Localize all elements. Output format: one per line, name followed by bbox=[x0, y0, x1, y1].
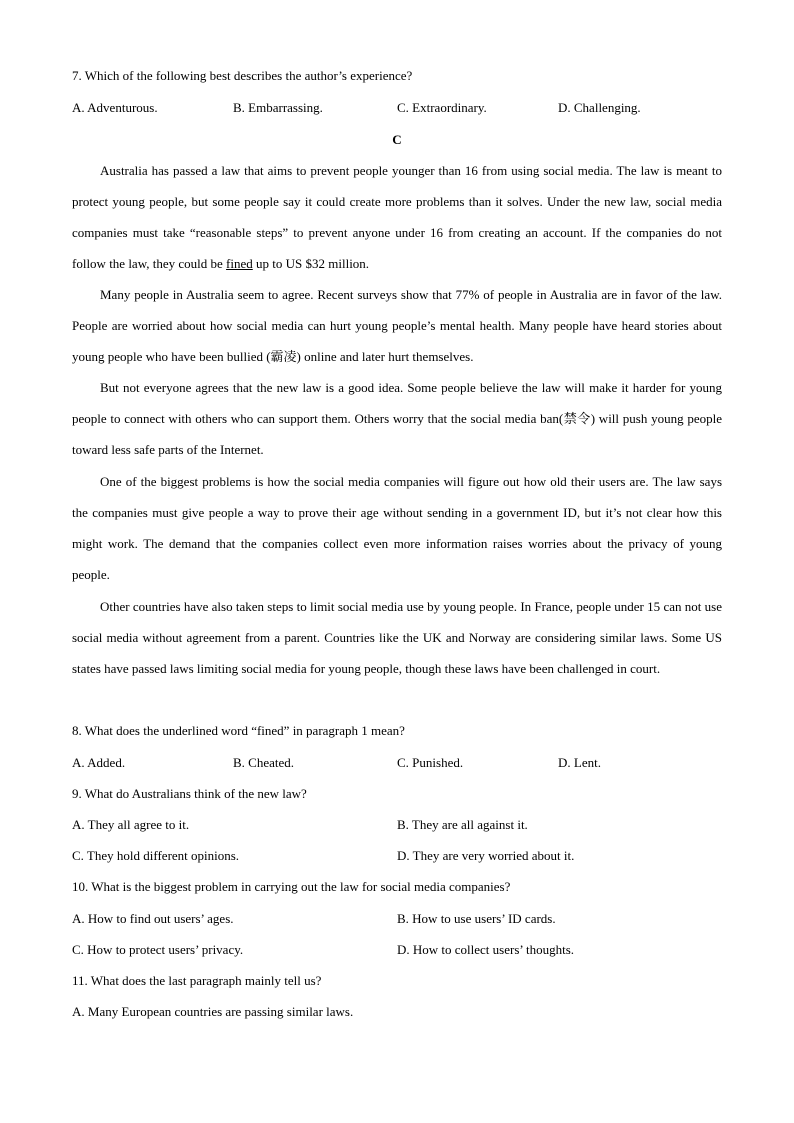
q7-option-b: B. Embarrassing. bbox=[233, 100, 323, 115]
p5-text: Other countries have also taken steps to limit social media use by young people. In France, people under 15 can not use social media without agreement from a parent. Countries like the UK and Norway are considering similar laws. Some US states have passed laws limiting social media for young people, though these laws have been challenged in court. bbox=[72, 599, 722, 676]
q9-option-a: A. They all agree to it. bbox=[72, 817, 190, 832]
q10-option-a: A. How to find out users’ ages. bbox=[72, 911, 234, 926]
passage-paragraph-1 bbox=[72, 155, 722, 279]
q9-question: 9. What do Australians think of the new law? bbox=[72, 786, 307, 801]
q9-option-b: B. They are all against it. bbox=[397, 817, 528, 832]
q10-question: 10. What is the biggest problem in carrying out the law for social media companies? bbox=[72, 879, 511, 894]
p4-text: One of the biggest problems is how the social media companies will figure out how old their users are. The law says the companies must give people a way to prove their age without sending in a government ID, but it’s not clear how this might work. The demand that the companies collect even more information raises worries about the privacy of young people. bbox=[72, 474, 722, 582]
passage-paragraph-3 bbox=[72, 372, 722, 465]
q7-question: 7. Which of the following best describes the author’s experience? bbox=[72, 68, 413, 83]
q7-option-c: C. Extraordinary. bbox=[397, 100, 487, 115]
q8-option-a: A. Added. bbox=[72, 755, 126, 770]
q9-option-d: D. They are very worried about it. bbox=[397, 848, 575, 863]
p3-text: But not everyone agrees that the new law is a good idea. Some people believe the law will make it harder for young people to connect with others who can support them. Others worry that the social media ban(禁令) will push young people toward less safe parts of the Internet. bbox=[72, 380, 722, 457]
q10-option-c: C. How to protect users’ privacy. bbox=[72, 942, 244, 957]
q11-option-a: A. Many European countries are passing similar laws. bbox=[72, 1004, 354, 1019]
underlined-word-fined: fined bbox=[226, 256, 253, 271]
p1-text-after: up to US $32 million. bbox=[252, 256, 370, 271]
section-heading: C bbox=[392, 132, 402, 147]
q8-option-c: C. Punished. bbox=[397, 755, 464, 770]
p2-text: Many people in Australia seem to agree. Recent surveys show that 77% of people in Australia are in favor of the law. People are worried about how social media can hurt young people’s mental health. Many people have heard stories about young people who have been bullied (霸凌) online and later hurt themselves. bbox=[72, 287, 722, 364]
q8-option-d: D. Lent. bbox=[558, 755, 601, 770]
q9-option-c: C. They hold different opinions. bbox=[72, 848, 240, 863]
q10-option-b: B. How to use users’ ID cards. bbox=[397, 911, 556, 926]
q8-option-b: B. Cheated. bbox=[233, 755, 295, 770]
p1-text-before: Australia has passed a law that aims to prevent people younger than 16 from using social media. The law is meant to protect young people, but some people say it could create more problems than it solves. Under the new law, social media companies must take “reasonable steps” to prevent anyone under 16 from creating an account. If the companies do not follow the law, they could be bbox=[72, 163, 722, 271]
q7-option-d: D. Challenging. bbox=[558, 100, 641, 115]
passage-paragraph-2 bbox=[72, 279, 722, 372]
passage-paragraph-4 bbox=[72, 466, 722, 590]
q10-option-d: D. How to collect users’ thoughts. bbox=[397, 942, 575, 957]
q8-question: 8. What does the underlined word “fined” in paragraph 1 mean? bbox=[72, 723, 405, 738]
passage-paragraph-5 bbox=[72, 591, 722, 684]
q11-question: 11. What does the last paragraph mainly tell us? bbox=[72, 973, 322, 988]
q7-option-a: A. Adventurous. bbox=[72, 100, 158, 115]
